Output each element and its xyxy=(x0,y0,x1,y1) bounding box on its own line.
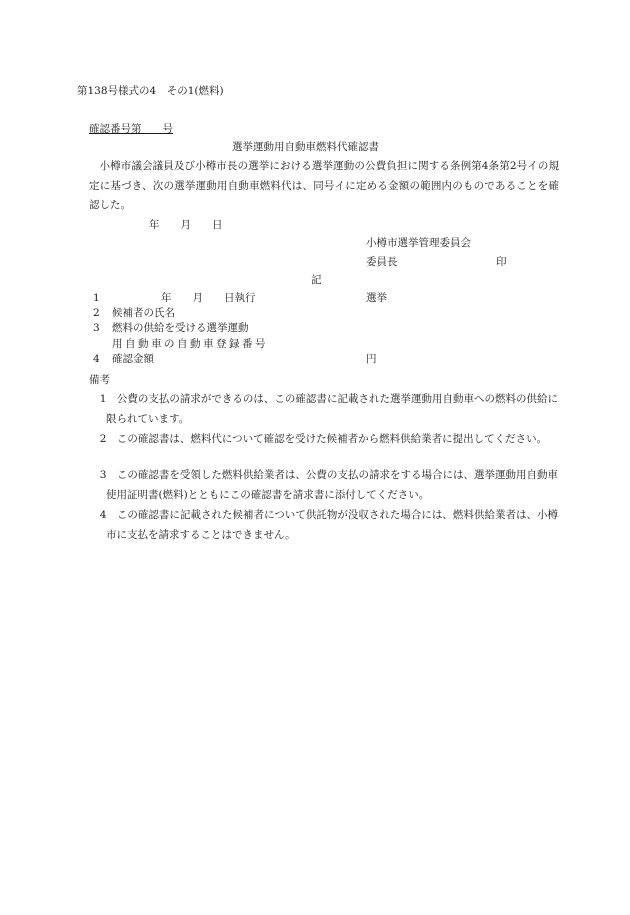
remarks-heading: 備考 xyxy=(89,374,110,386)
remark-note-1: 1 公費の支払の請求ができるのは、この確認書に記載された選挙運動用自動車への燃料の供給に限られています。 xyxy=(99,393,558,425)
item-3-label-line1: 燃料の供給を受ける選挙運動 xyxy=(112,322,249,334)
item-1-number: 1 xyxy=(93,292,100,304)
body-paragraph: 小樽市議会議員及び小樽市長の選挙における選挙運動の公費負担に関する条例第4条第2号イの規定に基づき、次の選挙運動用自動車燃料代は、同号イに定める金額の範囲内のものであることを確認した。 xyxy=(89,160,559,211)
item-4-amount-label: 確認金額 xyxy=(112,353,154,365)
date-line: 年 月 日 xyxy=(149,219,223,231)
form-number: 第138号様式の4 その1(燃料) xyxy=(77,85,224,97)
item-1-election-date: 年 月 日執行 xyxy=(161,292,256,304)
item-2-number: 2 xyxy=(93,307,100,319)
remark-note-3: 3 この確認書を受領した燃料供給業者は、公費の支払の請求をする場合には、選挙運動用自動車使用証明書(燃料)とともにこの確認書を請求書に添付してください。 xyxy=(99,469,558,501)
item-1-election-suffix: 選挙 xyxy=(366,292,387,304)
issuer-chair: 委員長 xyxy=(366,256,398,268)
item-2-candidate-name: 候補者の氏名 xyxy=(112,307,175,319)
remark-note-4: 4 この確認書に記載された候補者について供託物が没収された場合には、燃料供給業者は、小樽市に支払を請求することはできません。 xyxy=(99,509,558,541)
ki-heading: 記 xyxy=(311,274,322,286)
remark-note-2: 2 この確認書は、燃料代について確認を受けた候補者から燃料供給業者に提出してください。 xyxy=(99,433,548,445)
item-4-yen-suffix: 円 xyxy=(366,353,377,365)
seal-mark: 印 xyxy=(496,256,507,268)
item-3-number: 3 xyxy=(93,322,100,334)
issuer-organization: 小樽市選挙管理委員会 xyxy=(366,237,471,249)
document-title: 選挙運動用自動車燃料代確認書 xyxy=(232,141,379,153)
item-4-number: 4 xyxy=(93,353,100,365)
confirmation-number: 確認番号第 号 xyxy=(89,123,173,135)
item-3-label-line2: 用自動車の自動車登録番号 xyxy=(112,338,268,350)
